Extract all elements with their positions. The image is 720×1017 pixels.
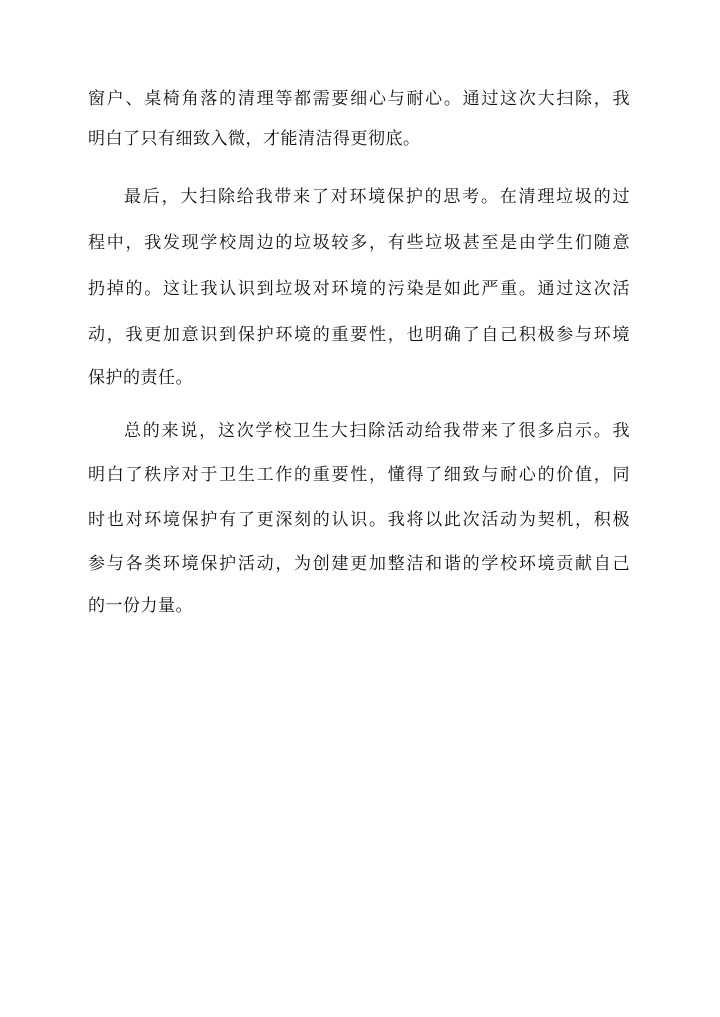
paragraph-2-line-5: 保护的责任。 [88, 368, 193, 388]
paragraph-3-line-5: 的一份力量。 [88, 596, 193, 616]
paragraph-2-line-2: 程中，我发现学校周边的垃圾较多，有些垃圾甚至是由学生们随意 [88, 233, 630, 253]
paragraph-2-line-1: 最后，大扫除给我带来了对环境保护的思考。在清理垃圾的过 [124, 187, 630, 207]
paragraph-1-line-2: 明白了只有细致入微，才能清洁得更彻底。 [88, 129, 421, 149]
paragraph-1-line-1: 窗户、桌椅角落的清理等都需要细心与耐心。通过这次大扫除，我 [88, 89, 630, 109]
paragraph-3-line-1: 总的来说，这次学校卫生大扫除活动给我带来了很多启示。我 [124, 421, 630, 441]
paragraph-2-line-3: 扔掉的。这让我认识到垃圾对环境的污染是如此严重。通过这次活 [88, 279, 630, 299]
paragraph-3-line-3: 时也对环境保护有了更深刻的认识。我将以此次活动为契机，积极 [88, 510, 630, 530]
paragraph-3-line-4: 参与各类环境保护活动，为创建更加整洁和谐的学校环境贡献自己 [88, 554, 630, 574]
paragraph-3-line-2: 明白了秩序对于卫生工作的重要性，懂得了细致与耐心的价值，同 [88, 465, 630, 485]
paragraph-2-line-4: 动，我更加意识到保护环境的重要性，也明确了自己积极参与环境 [88, 325, 630, 345]
